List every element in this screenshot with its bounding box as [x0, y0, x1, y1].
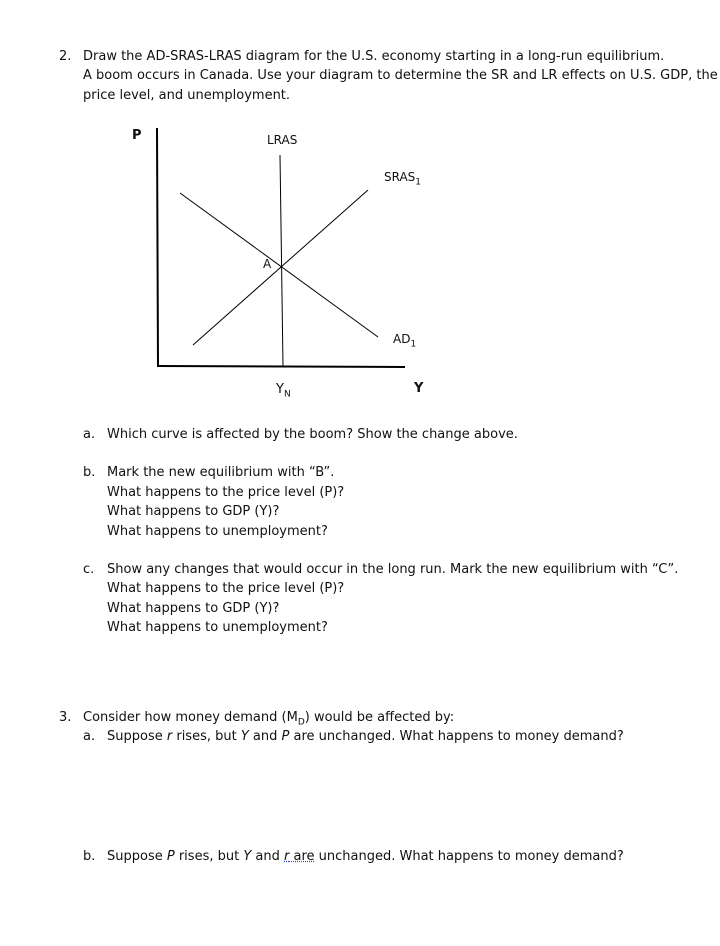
- sras-label: $SRAS_1$: [384, 170, 422, 188]
- part-2b-letter: b.: [83, 465, 96, 480]
- equilibrium-point-a-label: A: [263, 257, 272, 271]
- y-axis: [157, 128, 158, 367]
- part-2c-line-3: What happens to GDP (Y)?: [107, 601, 280, 616]
- y-axis-label: P: [132, 128, 142, 143]
- question-3-number: 3.: [59, 710, 72, 725]
- question-2-line-1: Draw the AD-SRAS-LRAS diagram for the U.S. economy starting in a long-run equilibrium.: [83, 49, 665, 64]
- question-2-line-2: A boom occurs in Canada. Use your diagram to determine the SR and LR effects on U.S. GDP, the: [83, 68, 718, 83]
- part-3b-letter: b.: [83, 849, 96, 864]
- part-2a-text: Which curve is affected by the boom? Show the change above.: [107, 427, 518, 442]
- question-2-number: 2.: [59, 49, 72, 64]
- x-axis: [158, 366, 405, 367]
- yn-label: $Y_N$: [276, 382, 291, 400]
- part-2b-line-1: Mark the new equilibrium with “B”.: [107, 465, 335, 480]
- lras-curve: [280, 155, 283, 366]
- part-3a-letter: a.: [83, 729, 96, 744]
- question-3-intro: Consider how money demand $(M_D)$ would be affected by:: [83, 710, 455, 728]
- part-2c-line-2: What happens to the price level (P)?: [107, 581, 345, 596]
- ad-label: $AD_1$: [393, 332, 417, 350]
- part-2c-line-4: What happens to unemployment?: [107, 620, 328, 635]
- part-2c-letter: c.: [83, 562, 95, 577]
- part-2c-line-1: Show any changes that would occur in the long run. Mark the new equilibrium with “C”.: [107, 562, 679, 577]
- question-2-line-3: price level, and unemployment.: [83, 88, 291, 103]
- lras-label: LRAS: [267, 133, 298, 147]
- part-3b-text: Suppose P rises, but Y and r are unchanged. What happens to money demand?: [107, 849, 624, 864]
- ad-curve: [180, 193, 378, 337]
- x-axis-label: Y: [414, 381, 424, 396]
- part-2a-letter: a.: [83, 427, 96, 442]
- part-3a-text: Suppose r rises, but Y and P are unchanged. What happens to money demand?: [107, 729, 624, 744]
- part-2b-line-2: What happens to the price level (P)?: [107, 485, 345, 500]
- part-2b-line-3: What happens to GDP (Y)?: [107, 504, 280, 519]
- part-2b-line-4: What happens to unemployment?: [107, 524, 328, 539]
